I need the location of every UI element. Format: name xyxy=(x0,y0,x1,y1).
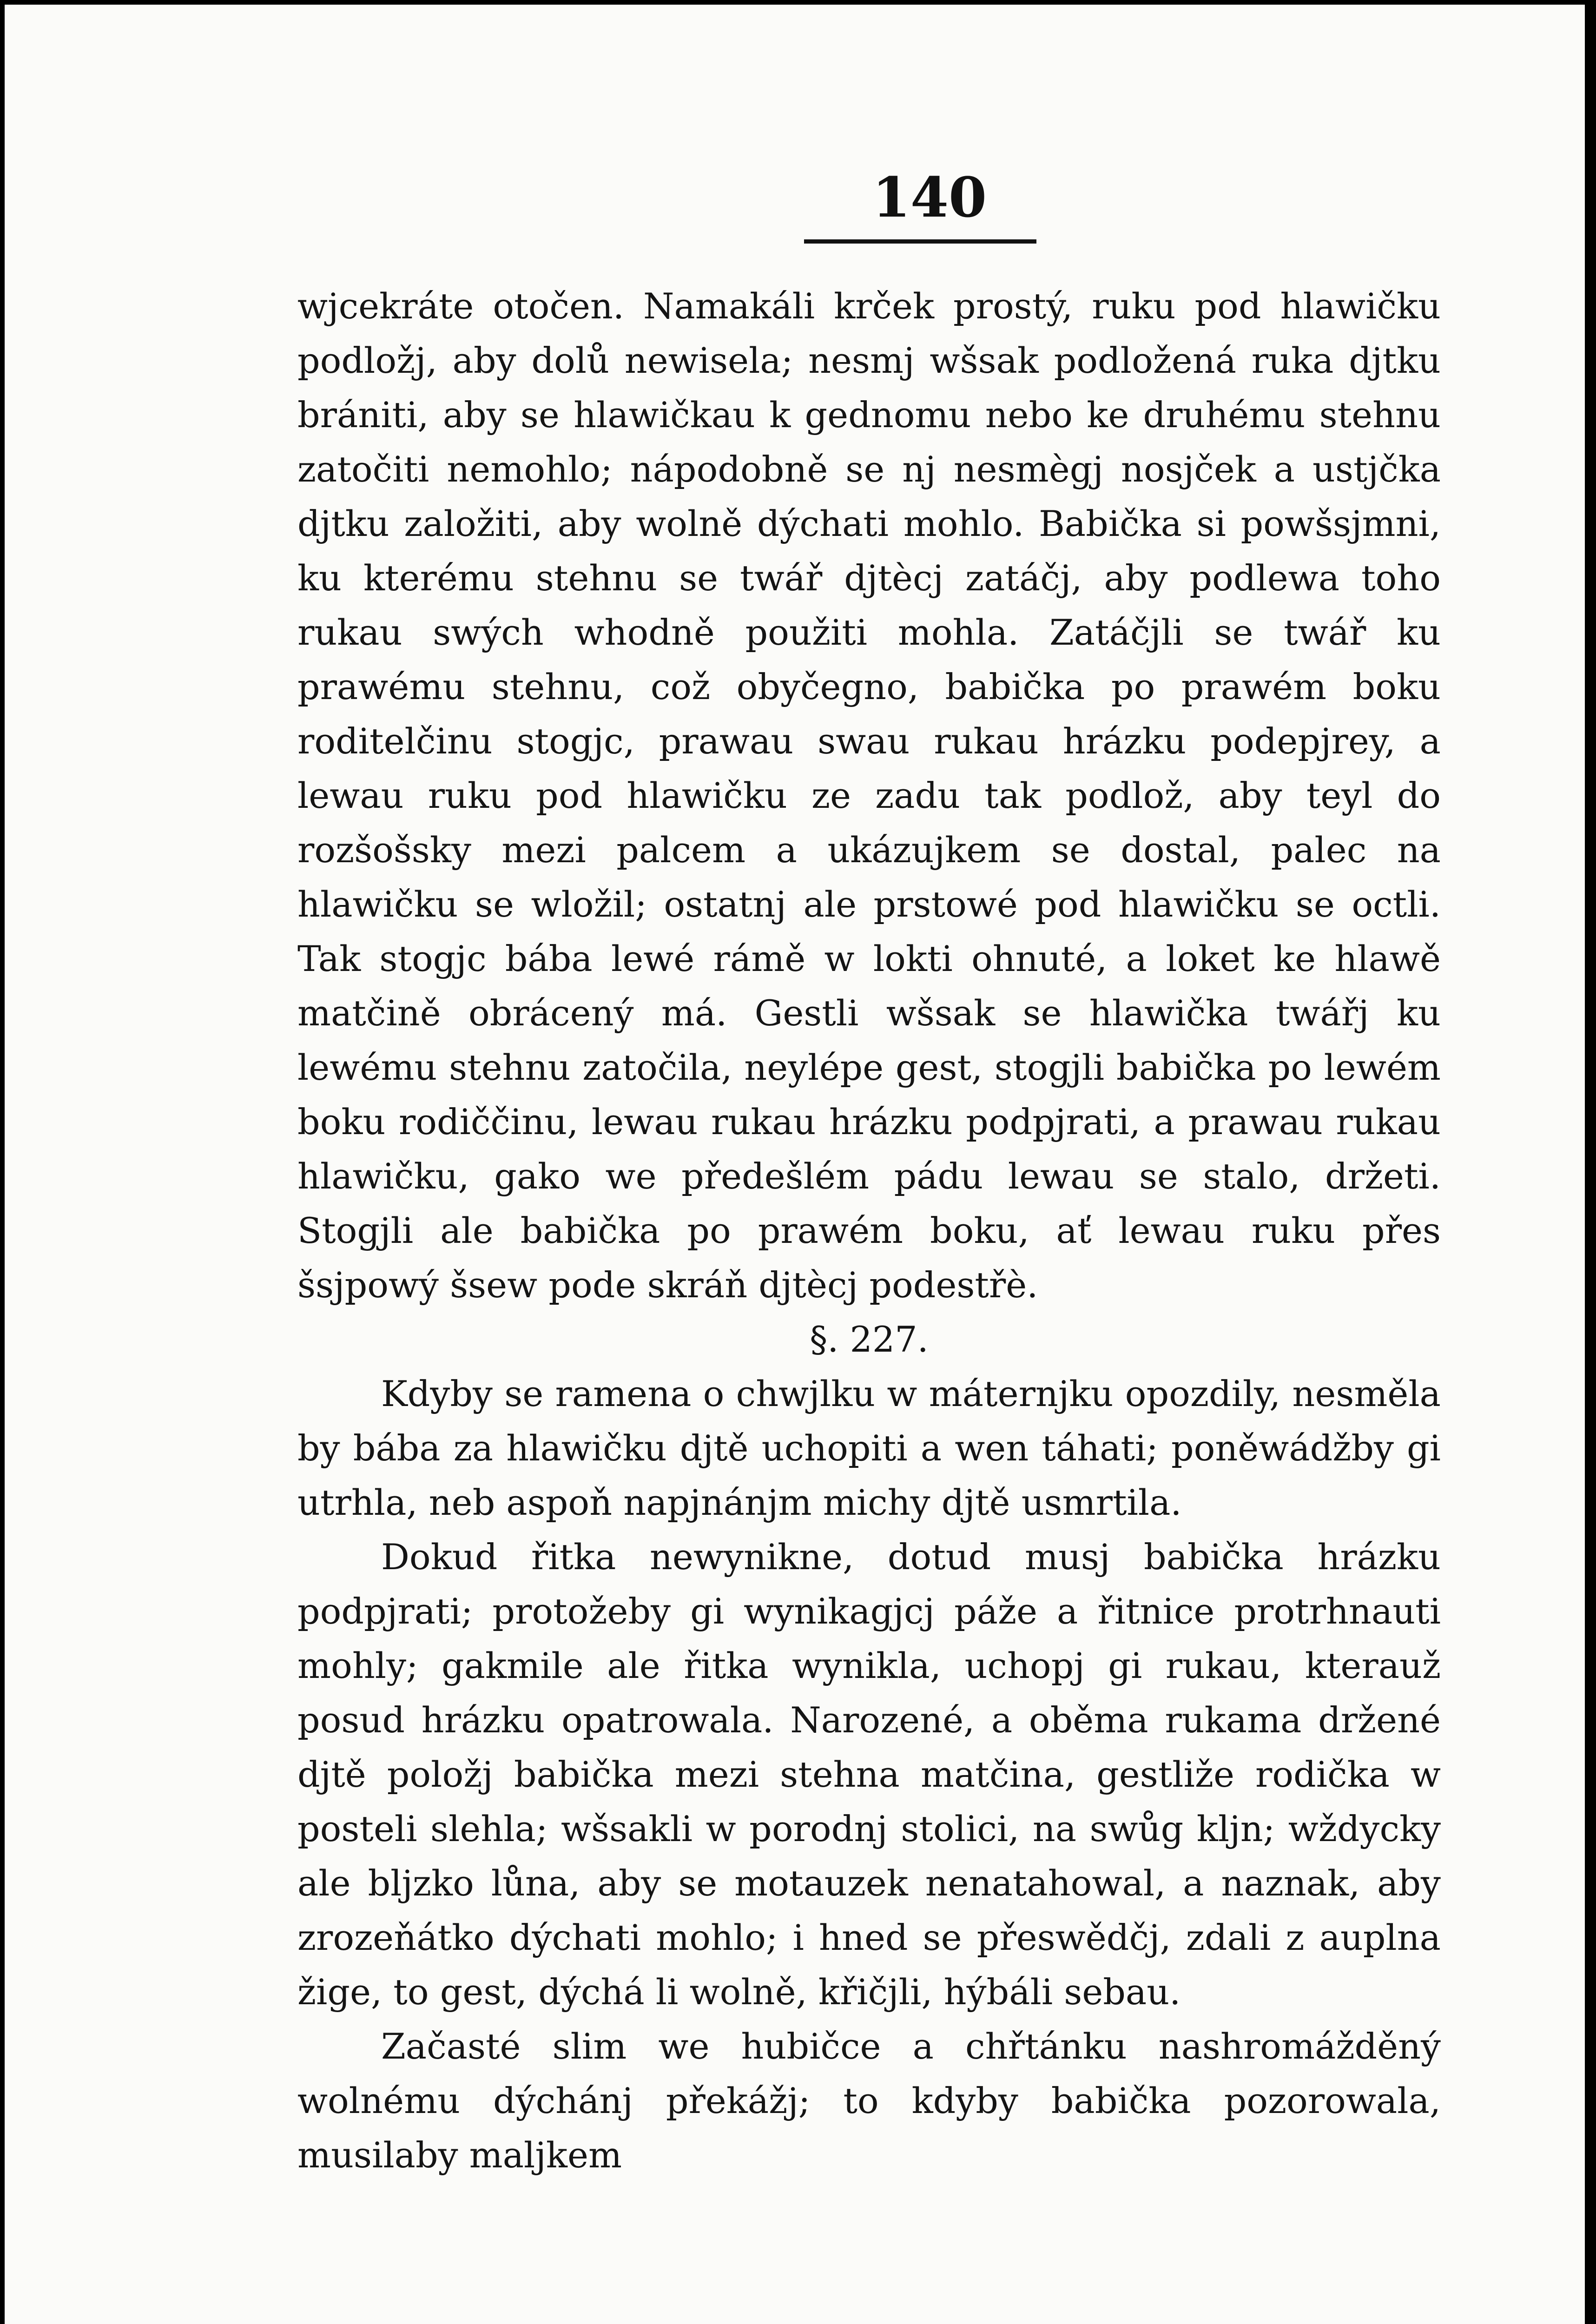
header-rule xyxy=(804,239,1036,244)
section-heading: §. 227. xyxy=(810,1319,929,1360)
paragraph-mucus: Začasté slim we hubičce a chřtánku nashromážděný wolnému dýchánj překážj; to kdyby babička pozorowala, musilaby maljkem xyxy=(297,2026,1441,2176)
paragraph-continuation: wjcekráte otočen. Namakáli krček prostý, ruku pod hlawičku podložj, aby dolů newisela; nesmj wšsak podložená ruka djtku brániti, aby se hlawičkau k gednomu nebo ke druhému stehnu zatočiti nemohlo; nápodobně se nj nesmègj nosjček a ustjčka djtku založiti, aby wolně dýchati mohlo. Babička si powšsjmni, ku kterému stehnu se twář djtècj zatáčj, aby podlewa toho rukau swých whodně použiti mohla. Zatáčjli se twář ku prawému stehnu, což obyčegno, babička po prawém boku roditelčinu stogjc, prawau swau rukau hrázku podepjrey, a lewau ruku pod hlawičku ze zadu tak podlož, aby teyl do rozšošsky mezi palcem a ukázujkem se dostal, palec na hlawičku se wložil; ostatnj ale prstowé pod hlawičku se octli. Tak stogjc bába lewé rámě w lokti ohnuté, a loket ke hlawě matčině obrácený má. Gestli wšsak se hlawička twářj ku lewému stehnu zatočila, neylépe gest, stogjli babička po lewém boku rodiččinu, lewau rukau hrázku podpjrati, a prawau rukau hlawičku, gako we předešlém pádu lewau se stalo, držeti. Stogjli ale babička po prawém boku, ať lewau ruku přes šsjpowý šsew pode skráň djtècj podestřè. xyxy=(297,285,1441,1306)
paragraph-birth: Dokud řitka newynikne, dotud musj babička hrázku podpjrati; protožeby gi wynikagjcj páže a řitnice protrhnauti mohly; gakmile ale řitka wynikla, uchopj gi rukau, kterauž posud hrázku opatrowala. Narozené, a oběma rukama držené djtě položj babička mezi stehna matčina, gestliže rodička w posteli slehla; wšsakli w porodnj stolici, na swůg kljn; wždycky ale bljzko lůna, aby se motauzek nenatahowal, a naznak, aby zrozeňátko dýchati mohlo; i hned se přeswědčj, zdali z auplna žige, to gest, dýchá li wolně, křičjli, hýbáli sebau. xyxy=(297,1536,1441,2013)
body-text xyxy=(297,279,1441,2182)
page-number: 140 xyxy=(872,165,987,230)
book-page xyxy=(5,5,1585,2324)
paragraph-shoulders: Kdyby se ramena o chwjlku w máternjku opozdily, nesměla by bába za hlawičku djtě uchopiti a wen táhati; poněwádžby gi utrhla, neb aspoň napjnánjm michy djtě usmrtila. xyxy=(297,1373,1441,1523)
